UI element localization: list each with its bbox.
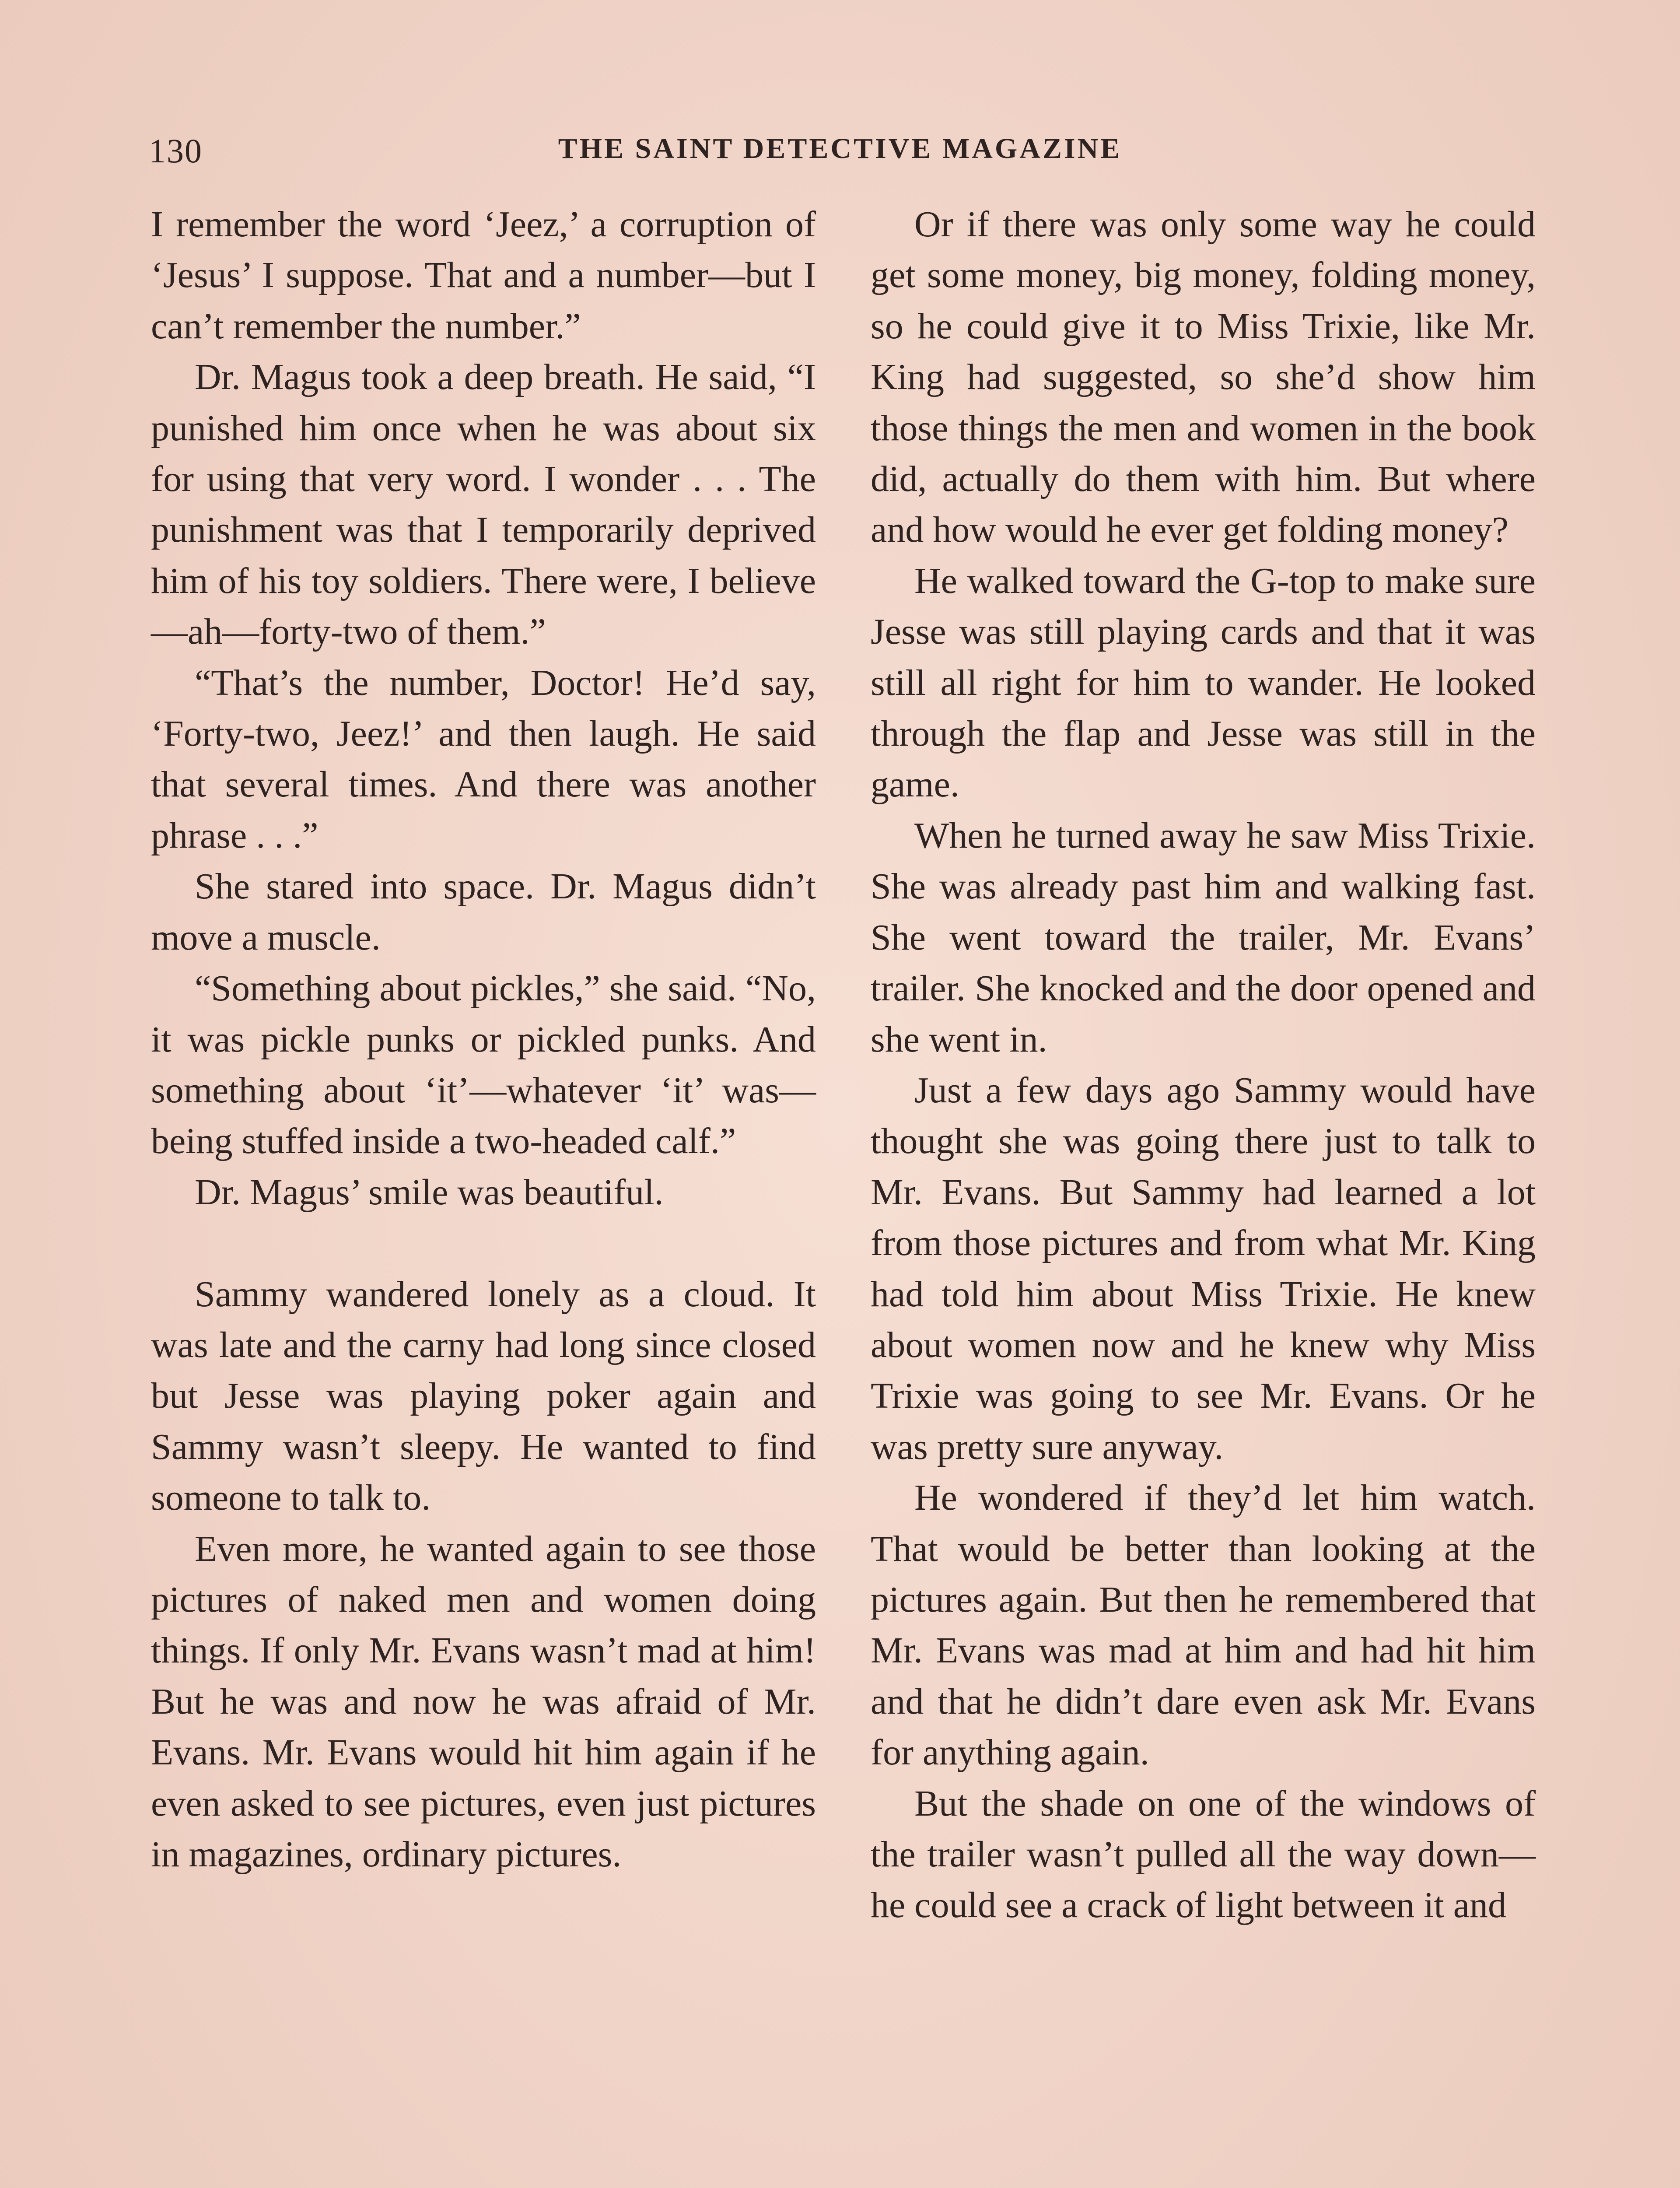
- paragraph: Just a few days ago Sammy would have thought she was going there just to talk to Mr. Evans. But Sammy had learned a lot from those pictures and from what Mr. King had told him about Miss Trixie. He knew about women now and he knew why Miss Trixie was going to see Mr. Evans. Or he was pretty sure anyway.: [871, 1069, 1536, 1467]
- paragraph: Or if there was only some way he could get some money, big money, folding money, so he could give it to Miss Trixie, like Mr. King had suggested, so she’d show him those things the men and women in the book did, actually do them with him. But where and how would he ever get folding money?: [871, 204, 1536, 551]
- paragraph: “Something about pickles,” she said. “No, it was pickle punks or pickled punks. And something about ‘it’—whatever ‘it’ was—being stuffed inside a two-headed calf.”: [151, 968, 816, 1162]
- paragraph: I remember the word ‘Jeez,’ a corruption of ‘Jesus’ I suppose. That and a number—but I can’t remember the number.”: [151, 204, 816, 347]
- paragraph: She stared into space. Dr. Magus didn’t move a muscle.: [151, 866, 816, 958]
- paragraph: Dr. Magus’ smile was beautiful.: [195, 1171, 664, 1213]
- left-column: [151, 199, 816, 1880]
- running-title: THE SAINT DETECTIVE MAGAZINE: [558, 133, 1122, 165]
- running-head: [149, 131, 1531, 175]
- paragraph: Sammy wandered lonely as a cloud. It was late and the carny had long since closed but Jesse was playing poker again and Sammy wasn’t sleepy. He wanted to find someone to talk to.: [151, 1273, 816, 1518]
- paragraph: He wondered if they’d let him watch. That would be better than looking at the pictures again. But then he remembered that Mr. Evans was mad at him and had hit him and that he didn’t dare even ask Mr. Evans for anything again.: [871, 1477, 1536, 1773]
- paragraph: But the shade on one of the windows of the trailer wasn’t pulled all the way down—he could see a crack of light between it and: [871, 1783, 1536, 1926]
- right-column: [871, 199, 1536, 1931]
- paragraph: “That’s the number, Doctor! He’d say, ‘Forty-two, Jeez!’ and then laugh. He said that several times. And there was another phrase . . .”: [151, 662, 816, 856]
- paragraph: When he turned away he saw Miss Trixie. She was already past him and walking fast. She went toward the trailer, Mr. Evans’ trailer. She knocked and the door opened and she went in.: [871, 815, 1536, 1060]
- page-number: 130: [149, 132, 203, 170]
- paragraph: Even more, he wanted again to see those pictures of naked men and women doing things. If only Mr. Evans wasn’t mad at him! But he was and now he was afraid of Mr. Evans. Mr. Evans would hit him again if he even asked to see pictures, even just pictures in magazines, ordinary pictures.: [151, 1528, 816, 1875]
- paragraph: Dr. Magus took a deep breath. He said, “I punished him once when he was about six for using that very word. I wonder . . . The punishment was that I temporarily deprived him of his toy soldiers. There were, I believe—ah—forty-two of them.”: [151, 357, 816, 652]
- paragraph: He walked toward the G-top to make sure Jesse was still playing cards and that it was still all right for him to wander. He looked through the flap and Jesse was still in the game.: [871, 560, 1536, 805]
